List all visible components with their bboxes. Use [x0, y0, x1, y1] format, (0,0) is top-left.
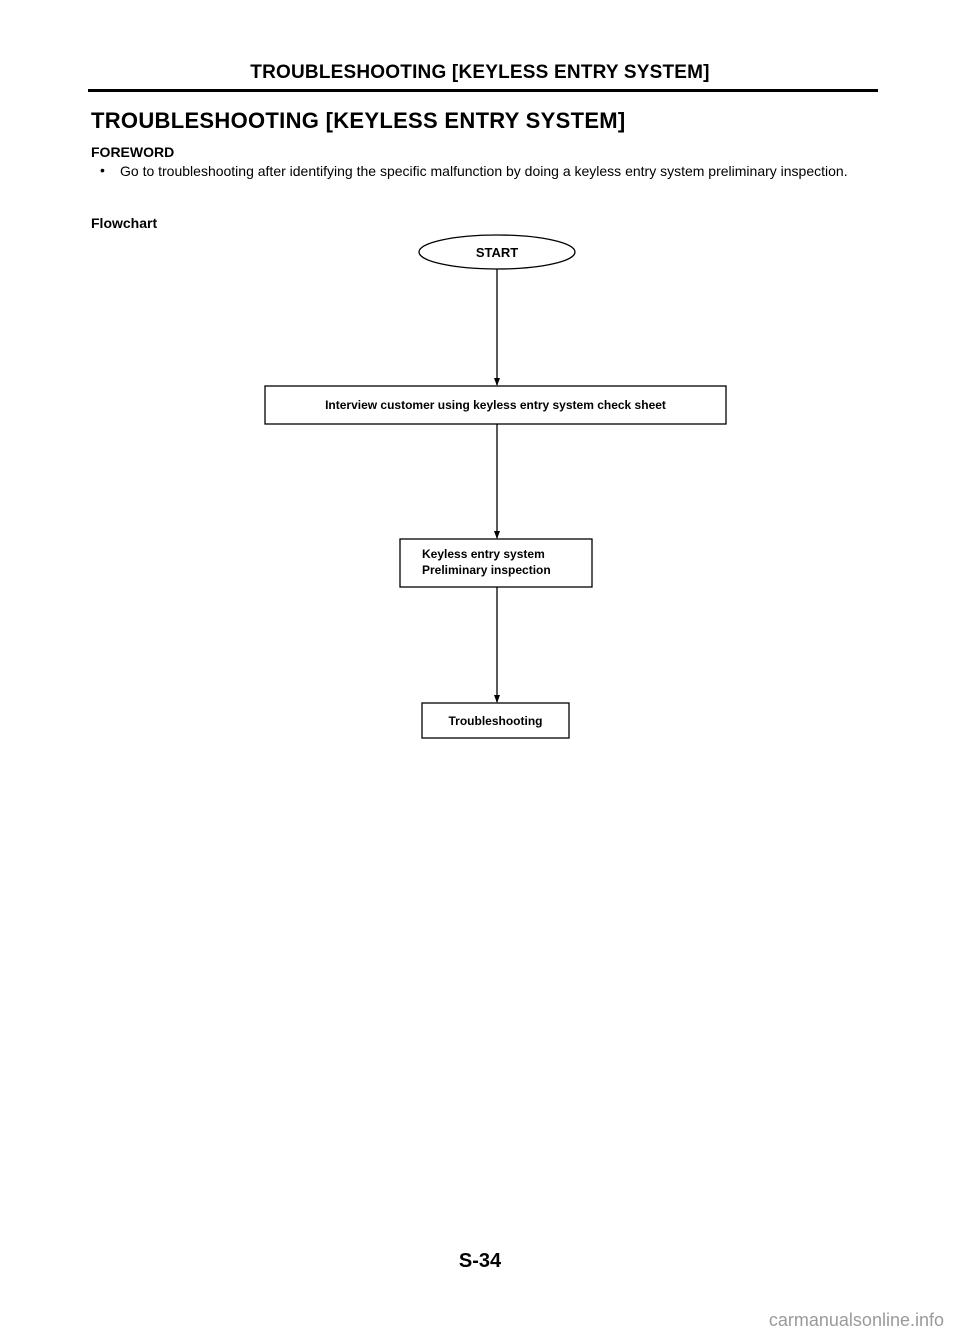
arrow-2-icon [494, 531, 500, 539]
interview-step-label: Interview customer using keyless entry system check sheet [325, 398, 666, 412]
foreword-label: FOREWORD [91, 144, 175, 160]
watermark: carmanualsonline.info [768, 1310, 944, 1330]
flowchart-label: Flowchart [91, 215, 158, 231]
page-number: S-34 [458, 1250, 502, 1272]
section-title: TROUBLESHOOTING [KEYLESS ENTRY SYSTEM] [91, 108, 626, 133]
arrow-1-icon [494, 378, 500, 386]
arrow-3-icon [494, 695, 500, 703]
bullet-icon: • [100, 162, 105, 178]
troubleshooting-step-label: Troubleshooting [448, 714, 543, 728]
foreword-text: Go to troubleshooting after identifying the specific malfunction by doing a keyless entry system preliminary inspection. [120, 163, 848, 179]
start-label: START [475, 245, 519, 260]
preliminary-step-line2: Preliminary inspection [422, 563, 551, 577]
preliminary-step-line1: Keyless entry system [422, 547, 545, 561]
running-header: TROUBLESHOOTING [KEYLESS ENTRY SYSTEM] [250, 62, 710, 83]
